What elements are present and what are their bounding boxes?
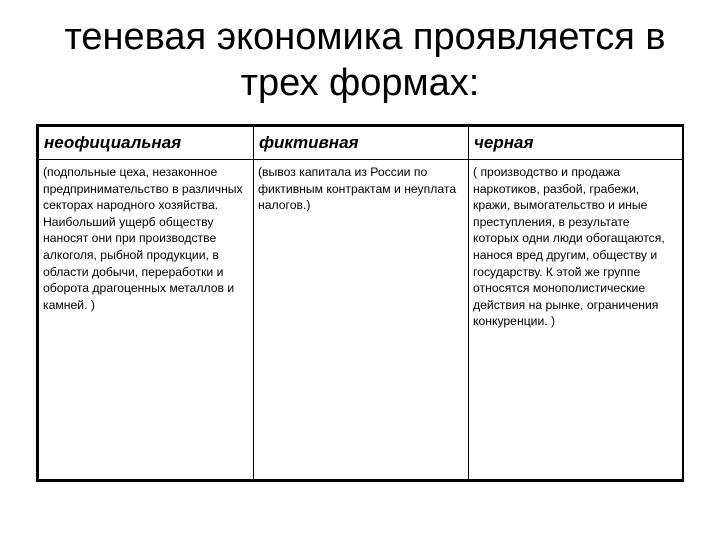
header-unofficial: неофициальная [39, 127, 254, 160]
slide-title-line-2: трех формах: [240, 62, 480, 104]
header-fictitious: фиктивная [254, 127, 469, 160]
table-header-row [39, 127, 683, 160]
slide-title [0, 14, 720, 106]
cell-fictitious-description: (вывоз капитала из России по фиктивным контрактам и неуплата налогов.) [254, 160, 469, 480]
table-row [39, 160, 683, 480]
cell-unofficial-description: (подпольные цеха, незаконное предпринимательство в различных секторах народного хозяйства. Наибольший ущерб обществу наносят они при производстве алкоголя, рыбной продукции, в области добычи, переработки и оборота драгоценных металлов и камней. ) [39, 160, 254, 480]
cell-black-description: ( производство и продажа наркотиков, разбой, грабежи, кражи, вымогательство и иные преступления, в результате которых одни люди обогащаются, нанося вред другим, обществу и государству. К этой же группе относятся монополистические действия на рынке, ограничения конкуренции. ) [469, 160, 683, 480]
forms-table [38, 126, 683, 480]
header-black: черная [469, 127, 683, 160]
slide-title-line-1: теневая экономика проявляется в [64, 16, 666, 58]
forms-table-container [36, 124, 684, 482]
